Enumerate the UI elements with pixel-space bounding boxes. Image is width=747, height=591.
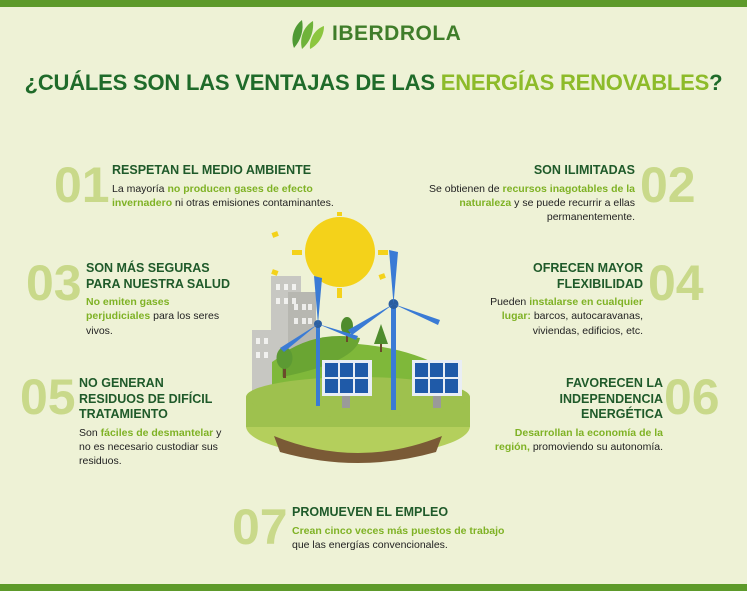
advantage-03-heading: SON MÁS SEGURAS PARA NUESTRA SALUD bbox=[86, 261, 230, 291]
bottom-bar bbox=[0, 584, 747, 591]
advantage-05 bbox=[79, 376, 229, 468]
item-number-04: 04 bbox=[648, 255, 704, 311]
item-number-06: 06 bbox=[664, 369, 720, 425]
item-number-05: 05 bbox=[20, 369, 76, 425]
advantage-01-heading: RESPETAN EL MEDIO AMBIENTE bbox=[112, 163, 312, 177]
advantage-04-text: Pueden instalarse en cualquier lugar: barcos, autocaravanas, viviendas, edificios, etc. bbox=[490, 296, 643, 337]
advantage-07-heading: PROMUEVEN EL EMPLEO bbox=[292, 505, 449, 519]
advantage-04-heading: OFRECEN MAYOR FLEXIBILIDAD bbox=[533, 261, 643, 291]
advantage-06-heading: FAVORECEN LA INDEPENDENCIA ENERGÉTICA bbox=[559, 376, 663, 422]
advantage-05-text: Son fáciles de desmantelar y no es necesario custodiar sus residuos. bbox=[79, 426, 222, 468]
brand-name: IBERDROLA bbox=[332, 22, 462, 45]
page-title: ¿CUÁLES SON LAS VENTAJAS DE LAS ENERGÍAS RENOVABLES? bbox=[24, 70, 723, 95]
advantage-06-text: Desarrollan la economía de la región, promoviendo su autonomía. bbox=[494, 426, 663, 454]
item-number-07: 07 bbox=[232, 499, 288, 555]
advantage-07-text: Crean cinco veces más puestos de trabajo que las energías convencionales. bbox=[292, 524, 505, 551]
item-number-01: 01 bbox=[54, 157, 110, 213]
advantage-03 bbox=[86, 261, 236, 338]
leaf-logo-icon bbox=[288, 16, 328, 52]
top-bar bbox=[0, 0, 747, 7]
renewable-scene-illustration bbox=[238, 212, 478, 482]
advantage-01-text: La mayoría no producen gases de efecto invernadero ni otras emisiones contaminantes. bbox=[112, 182, 334, 209]
item-number-03: 03 bbox=[26, 255, 82, 311]
advantage-03-text: No emiten gases perjudiciales para los seres vivos. bbox=[86, 296, 220, 337]
advantage-06 bbox=[488, 376, 663, 454]
advantage-05-heading: NO GENERAN RESIDUOS DE DIFÍCIL TRATAMIENTO bbox=[79, 376, 213, 422]
advantage-07 bbox=[292, 505, 522, 552]
advantage-02-heading: SON ILIMITADAS bbox=[533, 163, 635, 177]
advantage-02-text: Se obtienen de recursos inagotables de la naturaleza y se puede recurrir a ellas permanentemente. bbox=[428, 182, 635, 223]
item-number-02: 02 bbox=[640, 157, 696, 213]
advantage-04 bbox=[485, 261, 643, 338]
brand-logo bbox=[288, 16, 461, 52]
advantage-01 bbox=[112, 163, 347, 210]
